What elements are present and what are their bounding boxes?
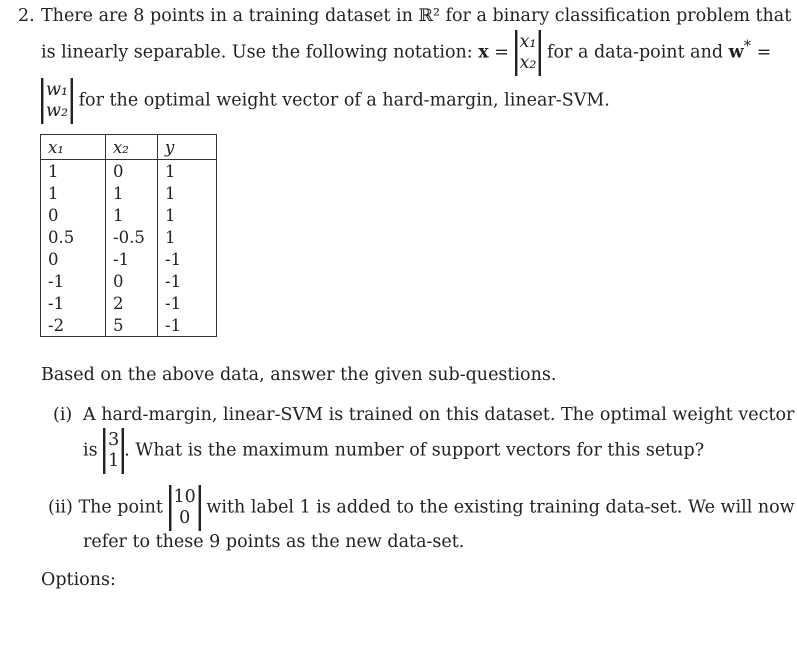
cell-x1: 1 — [41, 182, 106, 204]
equals-sign: = — [494, 42, 509, 63]
cell-x2: 5 — [106, 314, 158, 337]
cell-x2: 1 — [106, 204, 158, 226]
x-symbol: x — [478, 42, 489, 63]
w-symbol: w — [728, 42, 744, 63]
cell-x2: 0 — [106, 160, 158, 183]
optimal-weight-bottom: 1 — [108, 451, 120, 471]
w-vector-top: w₁ — [46, 80, 68, 100]
new-point-vector — [169, 485, 201, 531]
x-vector — [515, 30, 542, 76]
cell-x1: -1 — [41, 270, 106, 292]
cell-x2: 1 — [106, 182, 158, 204]
w-vector-bottom: w₂ — [46, 101, 68, 121]
cell-y: -1 — [158, 270, 217, 292]
cell-y: 1 — [158, 226, 217, 248]
cell-y: -1 — [158, 292, 217, 314]
cell-x1: 1 — [41, 160, 106, 183]
sub-question-ii-line-2: refer to these 9 points as the new data-set. — [83, 532, 465, 552]
cell-y: 1 — [158, 182, 217, 204]
optimal-weight-top: 3 — [108, 430, 120, 450]
sub-question-ii-line-1 — [48, 485, 795, 531]
table-row — [41, 204, 217, 226]
equals-sign-2: = — [756, 42, 772, 63]
cell-x2: 2 — [106, 292, 158, 314]
table-row — [41, 226, 217, 248]
the-point-text: The point — [78, 497, 163, 518]
table-row — [41, 182, 217, 204]
new-point-bottom: 0 — [179, 508, 191, 528]
cell-y: -1 — [158, 248, 217, 270]
table-row — [41, 292, 217, 314]
table-row — [41, 314, 217, 337]
sub-question-i-line-2 — [83, 428, 704, 474]
x-vector-top: x₁ — [519, 32, 537, 52]
table-row — [41, 248, 217, 270]
cell-x1: 0 — [41, 248, 106, 270]
w-vector — [41, 78, 73, 124]
cell-x1: -1 — [41, 292, 106, 314]
options-label: Options: — [41, 570, 116, 590]
header-x2: x₂ — [106, 135, 158, 160]
cell-y: 1 — [158, 204, 217, 226]
cell-x2: -1 — [106, 248, 158, 270]
header-x1: x₁ — [41, 135, 106, 160]
is-text: is — [83, 440, 98, 461]
weight-vector-text: for the optimal weight vector of a hard-margin, linear-SVM. — [78, 90, 610, 111]
table-header-row — [41, 135, 217, 160]
question-intro-line-1: There are 8 points in a training dataset in ℝ² for a binary classification problem that — [41, 6, 792, 26]
header-y: y — [158, 135, 217, 160]
w-star: * — [743, 37, 752, 55]
cell-y: -1 — [158, 314, 217, 337]
optimal-weight-vector — [103, 428, 124, 474]
cell-x1: 0.5 — [41, 226, 106, 248]
question-number: 2. — [18, 6, 35, 26]
cell-x1: -2 — [41, 314, 106, 337]
datapoint-text: for a data-point and — [547, 42, 724, 63]
cell-x2: 0 — [106, 270, 158, 292]
table-row — [41, 160, 217, 183]
notation-text: is linearly separable. Use the following notation: — [41, 42, 473, 63]
question-intro-line-3 — [41, 78, 610, 124]
sub-question-ii-label: (ii) — [48, 497, 73, 518]
training-data-table — [40, 134, 217, 337]
table-row — [41, 270, 217, 292]
x-vector-bottom: x₂ — [519, 53, 537, 73]
sub-question-i-line-1: A hard-margin, linear-SVM is trained on this dataset. The optimal weight vector — [83, 405, 795, 425]
new-point-top: 10 — [173, 487, 196, 507]
question-intro-line-2 — [41, 30, 771, 76]
cell-x2: -0.5 — [106, 226, 158, 248]
sub-questions-prompt: Based on the above data, answer the given sub-questions. — [41, 365, 557, 385]
cell-x1: 0 — [41, 204, 106, 226]
support-vectors-question: . What is the maximum number of support vectors for this setup? — [124, 440, 705, 461]
sub-question-i-label: (i) — [53, 405, 73, 425]
label-added-text: with label 1 is added to the existing training data-set. We will now — [206, 497, 795, 518]
cell-y: 1 — [158, 160, 217, 183]
